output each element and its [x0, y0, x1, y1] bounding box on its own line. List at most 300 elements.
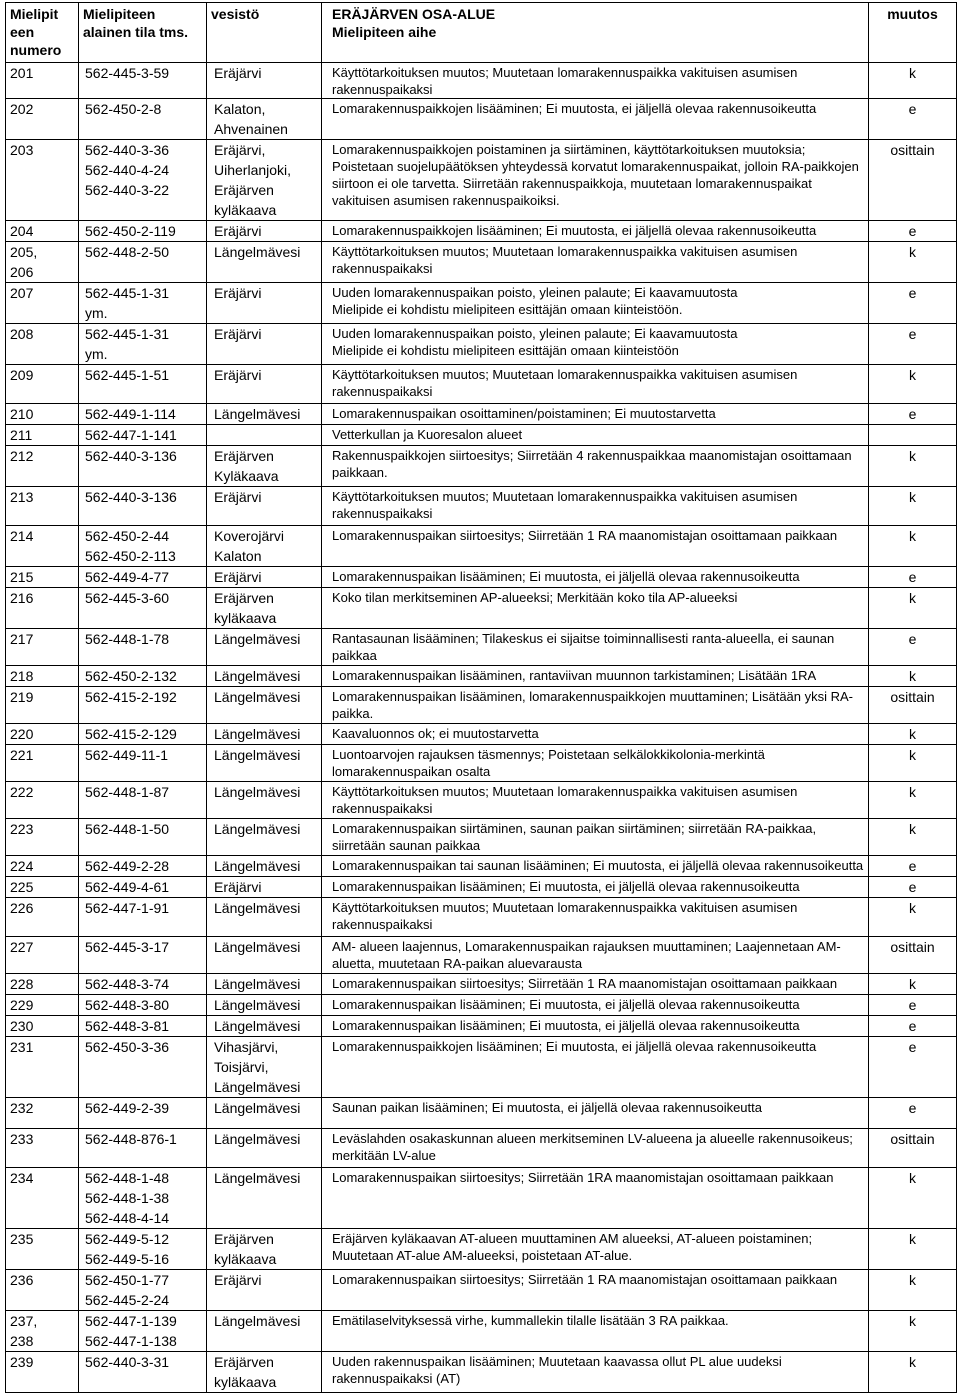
parcel-id-line: 562-448-4-14 [85, 1210, 170, 1226]
water-body [207, 283, 322, 324]
change-code [869, 898, 957, 937]
parcel-id-line: 562-447-1-91 [85, 900, 170, 916]
parcel-id-line: 562-449-1-114 [85, 406, 176, 422]
opinion-subject-line: aluetta, muutetaan RA-paikan aluevarausta [332, 956, 583, 971]
parcel-id-line: 562-449-2-28 [85, 858, 170, 874]
parcel-id [79, 898, 207, 937]
opinion-subject-line: paikkaan. [332, 465, 388, 480]
opinion-number-line: 227 [10, 939, 34, 955]
opinion-number-line: 229 [10, 997, 34, 1013]
opinion-subject-line: rakennuspaikaksi [332, 917, 433, 932]
parcel-id [79, 221, 207, 242]
change-code-line: e [908, 1100, 917, 1116]
parcel-id-line: 562-449-5-16 [85, 1251, 170, 1267]
water-body-line: Eräjärvi [214, 1272, 262, 1288]
water-body-line: kyläkaava [214, 202, 277, 218]
opinion-subject-line: Lomarakennuspaikan osoittaminen/poistaminen; Ei muutostarvetta [332, 406, 716, 421]
opinion-number-line: 216 [10, 590, 34, 606]
parcel-id [79, 937, 207, 974]
change-code-line: k [909, 244, 916, 260]
opinion-subject-line: Lomarakennuspaikan lisääminen; Ei muutosta, ei jäljellä olevaa rakennusoikeutta [332, 569, 800, 584]
water-body-line: Längelmävesi [214, 1079, 301, 1095]
change-code-line: k [909, 367, 916, 383]
opinion-number [6, 877, 79, 898]
opinion-number [6, 819, 79, 856]
opinion-subject [322, 1311, 869, 1352]
water-body-line: Längelmävesi [214, 1313, 301, 1329]
water-body-line: Vihasjärvi, [214, 1039, 279, 1055]
opinion-number-line: 228 [10, 976, 34, 992]
water-body [207, 877, 322, 898]
parcel-id [79, 1270, 207, 1311]
water-body [207, 140, 322, 221]
parcel-id [79, 425, 207, 446]
opinion-subject-line: paikka. [332, 706, 374, 721]
change-code-line: e [908, 631, 917, 647]
parcel-id [79, 629, 207, 666]
change-code [869, 63, 957, 99]
opinion-subject-line: Lomarakennuspaikan lisääminen, rantaviivan muunnon tarkistaminen; Lisätään 1RA [332, 668, 817, 683]
opinion-number-line: 225 [10, 879, 34, 895]
parcel-id [79, 856, 207, 877]
water-body [207, 1016, 322, 1037]
opinion-number [6, 365, 79, 404]
opinion-subject [322, 856, 869, 877]
opinion-subject-line: siirretään saunan paikkaa [332, 838, 481, 853]
opinion-number [6, 782, 79, 819]
opinion-subject [322, 937, 869, 974]
parcel-id [79, 63, 207, 99]
change-code [869, 1352, 957, 1393]
water-body-line: Eräjärven [214, 182, 274, 198]
change-code-line: e [908, 569, 917, 585]
opinion-table [5, 2, 957, 1393]
water-body [207, 1168, 322, 1229]
water-body-line: Eräjärvi [214, 65, 262, 81]
table-row [6, 99, 957, 140]
opinion-subject-line: vakituisen asumisen rakennuspaikoiksi. [332, 193, 560, 208]
parcel-id [79, 1229, 207, 1270]
opinion-number [6, 666, 79, 687]
opinion-number-line: 209 [10, 367, 34, 383]
opinion-subject [322, 877, 869, 898]
opinion-number-line: 237, [10, 1313, 38, 1329]
water-body [207, 1311, 322, 1352]
change-code-line: k [909, 726, 916, 742]
change-code [869, 324, 957, 365]
opinion-number-line: 211 [10, 427, 33, 443]
opinion-number [6, 995, 79, 1016]
water-body [207, 1129, 322, 1168]
opinion-subject [322, 1016, 869, 1037]
opinion-number [6, 63, 79, 99]
table-row [6, 974, 957, 995]
change-code-line: k [909, 976, 916, 992]
opinion-subject [322, 221, 869, 242]
water-body-line: Längelmävesi [214, 1100, 301, 1116]
water-body [207, 1229, 322, 1270]
opinion-number [6, 629, 79, 666]
parcel-id [79, 745, 207, 782]
water-body [207, 446, 322, 487]
opinion-subject [322, 1168, 869, 1229]
opinion-subject-line: siirtoon ei ole tarvetta. Siirretään rakennuspaikkoja, muutetaan lomarakennuspaikat [332, 176, 812, 191]
water-body [207, 242, 322, 283]
opinion-subject-line: Rantasaunan lisääminen; Tilakeskus ei sijaitse toiminnallisesti ranta-alueella, ei saunan [332, 631, 835, 646]
change-code [869, 567, 957, 588]
water-body-line: Längelmävesi [214, 406, 301, 422]
opinion-subject-line: Lomarakennuspaikan lisääminen; Ei muutosta, ei jäljellä olevaa rakennusoikeutta [332, 879, 800, 894]
table-row [6, 1229, 957, 1270]
opinion-subject [322, 446, 869, 487]
parcel-id [79, 446, 207, 487]
water-body-line: Eräjärven [214, 1354, 274, 1370]
water-body-line: Längelmävesi [214, 858, 301, 874]
parcel-id [79, 1037, 207, 1098]
opinion-number-line: 239 [10, 1354, 34, 1370]
change-code-line: k [909, 65, 916, 81]
opinion-subject [322, 666, 869, 687]
parcel-id-line: 562-445-2-24 [85, 1292, 170, 1308]
table-body [6, 63, 957, 1393]
parcel-id-line: 562-440-3-136 [85, 448, 177, 464]
header-subject: ERÄJÄRVEN OSA-ALUE Mielipiteen aihe [322, 3, 869, 63]
opinion-number-line: 212 [10, 448, 34, 464]
opinion-subject-line: rakennuspaikaksi [332, 801, 433, 816]
opinion-subject-line: rakennuspaikaksi (AT) [332, 1371, 461, 1386]
water-body [207, 365, 322, 404]
opinion-subject-line: AM- alueen laajennus, Lomarakennuspaikan rajauksen muuttaminen; Laajennetaan AM- [332, 939, 841, 954]
opinion-subject-line: Muutetaan AT-alue AM-alueeksi, poistetaan AT-alue. [332, 1248, 633, 1263]
table-row [6, 687, 957, 724]
change-code [869, 687, 957, 724]
parcel-id [79, 819, 207, 856]
opinion-subject-line: Uuden lomarakennuspaikan poisto, yleinen palaute; Ei kaavamuutosta [332, 285, 738, 300]
parcel-id [79, 1168, 207, 1229]
water-body-line: Längelmävesi [214, 1018, 301, 1034]
table-row [6, 1352, 957, 1393]
opinion-subject-line: Poistetaan suojelupäätöksen yhteydessä korvatut lomarakennuspaikat, jolloin RA-paikkojen [332, 159, 859, 174]
parcel-id [79, 782, 207, 819]
parcel-id-line: 562-440-3-36 [85, 142, 170, 158]
change-code [869, 283, 957, 324]
opinion-number-line: 207 [10, 285, 34, 301]
opinion-number-line: 231 [10, 1039, 34, 1055]
water-body [207, 1270, 322, 1311]
water-body [207, 487, 322, 526]
table-row [6, 487, 957, 526]
opinion-number [6, 724, 79, 745]
water-body [207, 1037, 322, 1098]
opinion-subject-line: Lomarakennuspaikan siirtoesitys; Siirretään 1RA maanomistajan osoittamaan paikkaan [332, 1170, 834, 1185]
opinion-subject [322, 567, 869, 588]
change-code [869, 745, 957, 782]
water-body [207, 856, 322, 877]
table-row [6, 782, 957, 819]
opinion-subject [322, 588, 869, 629]
table-row [6, 365, 957, 404]
parcel-id-line: 562-449-11-1 [85, 747, 169, 763]
change-code [869, 1168, 957, 1229]
opinion-number [6, 221, 79, 242]
opinion-subject-line: merkitään LV-alue [332, 1148, 436, 1163]
water-body [207, 666, 322, 687]
table-row [6, 877, 957, 898]
water-body [207, 425, 322, 446]
parcel-id-line: 562-450-1-77 [85, 1272, 170, 1288]
parcel-id [79, 487, 207, 526]
change-code [869, 526, 957, 567]
water-body [207, 974, 322, 995]
opinion-number [6, 1311, 79, 1352]
table-row [6, 567, 957, 588]
change-code-line: k [909, 784, 916, 800]
water-body [207, 324, 322, 365]
parcel-id [79, 242, 207, 283]
opinion-number [6, 283, 79, 324]
water-body-line: Längelmävesi [214, 1170, 301, 1186]
opinion-subject-line: Lomarakennuspaikan lisääminen, lomarakennuspaikkojen muuttaminen; Lisätään yksi RA- [332, 689, 854, 704]
opinion-number [6, 937, 79, 974]
table-row [6, 324, 957, 365]
opinion-subject-line: lomarakennuspaikan osalta [332, 764, 491, 779]
opinion-subject [322, 99, 869, 140]
table-row [6, 63, 957, 99]
change-code-line: k [909, 590, 916, 606]
opinion-number [6, 1168, 79, 1229]
opinion-subject-line: Käyttötarkoituksen muutos; Muutetaan lomarakennuspaikka vakituisen asumisen [332, 65, 798, 80]
water-body-line: Eräjärvi [214, 569, 262, 585]
parcel-id-line: 562-450-2-119 [85, 223, 176, 239]
parcel-id-line: 562-450-2-44 [85, 528, 170, 544]
table-row [6, 629, 957, 666]
opinion-number [6, 1229, 79, 1270]
opinion-number [6, 140, 79, 221]
parcel-id [79, 666, 207, 687]
opinion-subject-line: Käyttötarkoituksen muutos; Muutetaan lomarakennuspaikka vakituisen asumisen [332, 784, 798, 799]
water-body-line: Eräjärvi [214, 326, 262, 342]
water-body-line: kyläkaava [214, 1251, 277, 1267]
change-code [869, 446, 957, 487]
change-code-line: osittain [890, 142, 935, 158]
change-code-line: e [908, 879, 917, 895]
opinion-subject-line: Lomarakennuspaikan siirtoesitys; Siirretään 1 RA maanomistajan osoittamaan paikkaan [332, 976, 838, 991]
opinion-number [6, 1129, 79, 1168]
table-row [6, 588, 957, 629]
opinion-number-line: 233 [10, 1131, 34, 1147]
change-code-line: e [908, 406, 917, 422]
opinion-subject-line: Lomarakennuspaikan lisääminen; Ei muutosta, ei jäljellä olevaa rakennusoikeutta [332, 997, 800, 1012]
change-code [869, 1311, 957, 1352]
opinion-subject [322, 974, 869, 995]
change-code-line: k [909, 1231, 916, 1247]
table-row [6, 1098, 957, 1129]
water-body-line: kyläkaava [214, 1374, 277, 1390]
change-code-line: k [909, 1313, 916, 1329]
water-body-line: Kalaton, [214, 101, 266, 117]
table-row [6, 666, 957, 687]
parcel-id-line: 562-450-2-132 [85, 668, 177, 684]
opinion-number-line: 235 [10, 1231, 34, 1247]
opinion-subject [322, 724, 869, 745]
water-body [207, 819, 322, 856]
opinion-number-line: 232 [10, 1100, 34, 1116]
parcel-id-line: 562-445-3-59 [85, 65, 170, 81]
opinion-subject [322, 995, 869, 1016]
opinion-subject [322, 1229, 869, 1270]
opinion-subject-line: Lomarakennuspaikkojen lisääminen; Ei muutosta, ei jäljellä olevaa rakennusoikeutta [332, 101, 817, 116]
opinion-number [6, 898, 79, 937]
change-code [869, 995, 957, 1016]
opinion-number-line: 205, [10, 244, 38, 260]
water-body-line: Eräjärvi [214, 285, 262, 301]
opinion-subject-line: Lomarakennuspaikkojen poistaminen ja siirtäminen, käyttötarkoituksen muutoksia; [332, 142, 806, 157]
change-code [869, 937, 957, 974]
opinion-number-line: 203 [10, 142, 34, 158]
water-body [207, 567, 322, 588]
change-code-line: e [908, 1018, 917, 1034]
opinion-subject [322, 324, 869, 365]
opinion-subject-line: Uuden lomarakennuspaikan poisto, yleinen palaute; Ei kaavamuutosta [332, 326, 738, 341]
opinion-number [6, 526, 79, 567]
opinion-subject-line: rakennuspaikaksi [332, 384, 433, 399]
parcel-id-line: ym. [85, 305, 108, 321]
change-code [869, 588, 957, 629]
table-header-row [6, 3, 957, 63]
table-row [6, 140, 957, 221]
opinion-number [6, 1016, 79, 1037]
parcel-id-line: 562-449-2-39 [85, 1100, 170, 1116]
water-body [207, 724, 322, 745]
water-body-line: Ahvenainen [214, 121, 288, 137]
change-code [869, 1037, 957, 1098]
change-code [869, 856, 957, 877]
opinion-number [6, 567, 79, 588]
opinion-number [6, 856, 79, 877]
opinion-subject [322, 1098, 869, 1129]
water-body-line: Toisjärvi, [214, 1059, 269, 1075]
parcel-id-line: 562-448-3-74 [85, 976, 170, 992]
opinion-subject-line: Lomarakennuspaikkojen lisääminen; Ei muutosta, ei jäljellä olevaa rakennusoikeutta [332, 223, 817, 238]
opinion-subject-line: Vetterkullan ja Kuoresalon alueet [332, 427, 523, 442]
parcel-id [79, 1098, 207, 1129]
change-code [869, 242, 957, 283]
opinion-subject-line: Kaavaluonnos ok; ei muutostarvetta [332, 726, 539, 741]
water-body [207, 687, 322, 724]
change-code [869, 1229, 957, 1270]
change-code [869, 1129, 957, 1168]
opinion-number-line: 214 [10, 528, 34, 544]
opinion-number-line: 213 [10, 489, 34, 505]
change-code [869, 1098, 957, 1129]
parcel-id [79, 526, 207, 567]
table-row [6, 425, 957, 446]
opinion-subject-line: paikkaa [332, 648, 377, 663]
opinion-number-line: 210 [10, 406, 34, 422]
change-code [869, 666, 957, 687]
opinion-number [6, 588, 79, 629]
water-body [207, 526, 322, 567]
opinion-subject [322, 898, 869, 937]
table-row [6, 898, 957, 937]
opinion-subject [322, 1037, 869, 1098]
parcel-id [79, 283, 207, 324]
parcel-id-line: 562-448-1-48 [85, 1170, 170, 1186]
table-row [6, 1168, 957, 1229]
parcel-id-line: 562-448-3-80 [85, 997, 170, 1013]
opinion-number [6, 1352, 79, 1393]
opinion-number-line: 238 [10, 1333, 34, 1349]
change-code-line: k [909, 747, 916, 763]
change-code-line: e [908, 997, 917, 1013]
change-code-line: k [909, 1272, 916, 1288]
change-code-line: e [908, 101, 917, 117]
parcel-id-line: 562-447-1-138 [85, 1333, 177, 1349]
water-body-line: Längelmävesi [214, 784, 301, 800]
opinion-subject-line: Uuden rakennuspaikan lisääminen; Muutetaan kaavassa ollut PL alue uudeksi [332, 1354, 782, 1369]
header-water: vesistö [207, 3, 322, 63]
parcel-id-line: 562-450-3-36 [85, 1039, 170, 1055]
opinion-number-line: 220 [10, 726, 34, 742]
water-body-line: Eräjärven [214, 1231, 274, 1247]
water-body-line: Längelmävesi [214, 668, 301, 684]
water-body-line: Eräjärvi [214, 879, 262, 895]
header-parcel: Mielipiteen alainen tila tms. [79, 3, 207, 63]
change-code [869, 782, 957, 819]
opinion-number [6, 404, 79, 425]
parcel-id-line: 562-448-876-1 [85, 1131, 177, 1147]
change-code [869, 140, 957, 221]
change-code [869, 1016, 957, 1037]
opinion-subject-line: Koko tilan merkitseminen AP-alueeksi; Merkitään koko tila AP-alueeksi [332, 590, 738, 605]
header-number: Mielipit een numero [6, 3, 79, 63]
parcel-id [79, 1352, 207, 1393]
water-body [207, 629, 322, 666]
opinion-subject [322, 1270, 869, 1311]
opinion-number [6, 1098, 79, 1129]
opinion-subject [322, 819, 869, 856]
header-change: muutos [869, 3, 957, 63]
change-code-line: osittain [890, 939, 935, 955]
change-code [869, 974, 957, 995]
water-body-line: Koverojärvi [214, 528, 285, 544]
water-body [207, 221, 322, 242]
opinion-number-line: 221 [10, 747, 34, 763]
change-code [869, 425, 957, 446]
parcel-id-line: 562-448-2-50 [85, 244, 170, 260]
opinion-number-line: 219 [10, 689, 34, 705]
table-row [6, 526, 957, 567]
opinion-subject-line: Lomarakennuspaikkojen lisääminen; Ei muutosta, ei jäljellä olevaa rakennusoikeutta [332, 1039, 817, 1054]
water-body-line: Eräjärvi, [214, 142, 266, 158]
opinion-number-line: 204 [10, 223, 34, 239]
water-body-line: kyläkaava [214, 610, 277, 626]
parcel-id-line: 562-445-1-31 [85, 326, 170, 342]
opinion-subject-line: Mielipide ei kohdistu mielipiteen esittäjän omaan kiinteistöön [332, 343, 679, 358]
change-code-line: k [909, 900, 916, 916]
parcel-id-line: 562-440-3-136 [85, 489, 177, 505]
parcel-id [79, 687, 207, 724]
change-code [869, 99, 957, 140]
water-body-line: Eräjärven [214, 448, 274, 464]
parcel-id-line: 562-448-1-50 [85, 821, 170, 837]
parcel-id [79, 324, 207, 365]
change-code-line: e [908, 285, 917, 301]
opinion-number-line: 230 [10, 1018, 34, 1034]
water-body [207, 782, 322, 819]
water-body [207, 745, 322, 782]
change-code-line: k [909, 448, 916, 464]
